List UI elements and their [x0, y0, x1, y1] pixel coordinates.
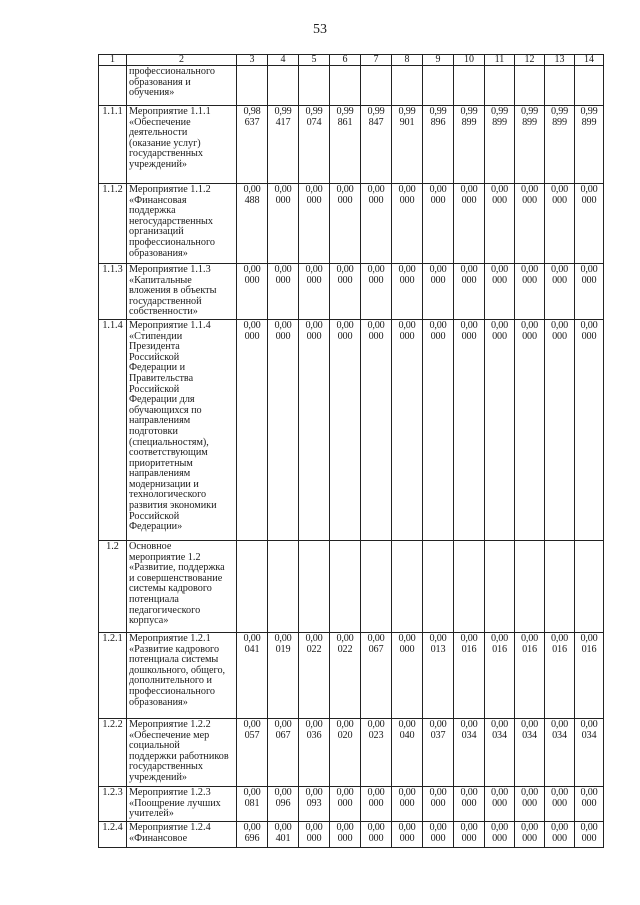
value-cell: 0,00 000	[361, 264, 392, 320]
value-cell: 0,99 899	[454, 106, 485, 184]
value-cell	[575, 540, 604, 632]
column-header: 4	[268, 55, 299, 66]
value-cell: 0,00 000	[392, 184, 423, 264]
table-row	[99, 540, 604, 632]
row-description	[127, 632, 237, 718]
value-cell: 0,00 000	[485, 264, 515, 320]
value-cell: 0,00 000	[545, 786, 575, 821]
description-line: учреждений»	[129, 158, 188, 170]
page-number: 53	[313, 22, 327, 37]
description-line: потенциала системы	[129, 654, 219, 666]
description-line: корпуса»	[129, 615, 169, 627]
value-cell	[237, 66, 268, 106]
column-header: 10	[454, 55, 485, 66]
value-cell	[545, 66, 575, 106]
value-cell: 0,00 000	[485, 821, 515, 847]
description-line: «Развитие кадрового	[129, 643, 220, 655]
row-description	[127, 319, 237, 540]
value-cell: 0,00 696	[237, 821, 268, 847]
description-line: негосударственных	[129, 215, 213, 227]
value-cell	[515, 540, 545, 632]
value-cell	[299, 66, 330, 106]
value-cell: 0,00 034	[485, 718, 515, 786]
description-line: «Стипендии	[129, 330, 183, 342]
value-cell: 0,00 401	[268, 821, 299, 847]
table-row	[99, 106, 604, 184]
description-line: обучающихся по	[129, 404, 202, 416]
column-header: 2	[127, 55, 237, 66]
column-header: 1	[99, 55, 127, 66]
description-line: государственных	[129, 761, 203, 773]
value-cell	[361, 66, 392, 106]
description-line: профессионального	[129, 236, 215, 248]
description-line: направлениям	[129, 415, 191, 427]
value-cell: 0,00 036	[299, 718, 330, 786]
value-cell: 0,00 000	[330, 184, 361, 264]
value-cell: 0,00 000	[485, 319, 515, 540]
value-cell	[485, 66, 515, 106]
value-cell: 0,00 000	[268, 319, 299, 540]
value-cell: 0,00 000	[423, 821, 454, 847]
description-line: учреждений»	[129, 771, 188, 783]
table-row	[99, 718, 604, 786]
value-cell: 0,99 899	[575, 106, 604, 184]
value-cell	[268, 66, 299, 106]
value-cell	[361, 540, 392, 632]
value-cell: 0,00 000	[423, 184, 454, 264]
value-cell: 0,00 000	[575, 319, 604, 540]
description-line: направлениям	[129, 468, 191, 480]
value-cell: 0,99 896	[423, 106, 454, 184]
value-cell: 0,00 081	[237, 786, 268, 821]
row-number: 1.2.2	[99, 718, 127, 786]
row-description	[127, 540, 237, 632]
description-line: поддержки работников	[129, 750, 229, 762]
value-cell: 0,00 000	[361, 821, 392, 847]
description-line: подготовки	[129, 425, 178, 437]
value-cell: 0,00 000	[575, 264, 604, 320]
value-cell: 0,00 000	[392, 821, 423, 847]
value-cell	[454, 66, 485, 106]
description-line: Федерации для	[129, 394, 195, 406]
column-header: 9	[423, 55, 454, 66]
description-line: Российской	[129, 510, 180, 522]
value-cell: 0,00 022	[330, 632, 361, 718]
description-line: дошкольного, общего,	[129, 664, 226, 676]
description-line: Федерации»	[129, 521, 183, 533]
description-line: социальной	[129, 740, 180, 752]
value-cell: 0,98 637	[237, 106, 268, 184]
value-cell	[392, 540, 423, 632]
row-number	[99, 66, 127, 106]
value-cell: 0,00 067	[268, 718, 299, 786]
value-cell: 0,00 016	[454, 632, 485, 718]
description-line: Российской	[129, 351, 180, 363]
description-line: «Развитие, поддержка	[129, 562, 225, 574]
value-cell: 0,00 000	[485, 786, 515, 821]
value-cell: 0,00 034	[454, 718, 485, 786]
value-cell: 0,00 000	[237, 319, 268, 540]
table-row	[99, 632, 604, 718]
value-cell: 0,00 020	[330, 718, 361, 786]
value-cell: 0,00 096	[268, 786, 299, 821]
description-line: (специальностям),	[129, 436, 209, 448]
description-line: потенциала	[129, 593, 179, 605]
value-cell	[454, 540, 485, 632]
description-line: Мероприятие 1.2.4	[129, 821, 211, 833]
description-line: обучения»	[129, 87, 175, 99]
column-header: 5	[299, 55, 330, 66]
value-cell	[545, 540, 575, 632]
value-cell	[268, 540, 299, 632]
description-line: государственной	[129, 295, 202, 307]
value-cell	[515, 66, 545, 106]
description-line: образования и	[129, 76, 191, 88]
value-cell: 0,99 899	[515, 106, 545, 184]
value-cell: 0,99 899	[545, 106, 575, 184]
value-cell: 0,00 000	[454, 786, 485, 821]
table-row	[99, 786, 604, 821]
description-line: «Обеспечение мер	[129, 729, 210, 741]
row-number: 1.2.4	[99, 821, 127, 847]
description-line: модернизации и	[129, 478, 199, 490]
value-cell	[392, 66, 423, 106]
value-cell: 0,00 000	[545, 319, 575, 540]
value-cell: 0,00 093	[299, 786, 330, 821]
value-cell: 0,00 000	[545, 821, 575, 847]
value-cell: 0,00 000	[392, 319, 423, 540]
value-cell: 0,00 000	[392, 264, 423, 320]
description-line: системы кадрового	[129, 583, 212, 595]
description-line: «Обеспечение	[129, 116, 191, 128]
value-cell: 0,00 000	[515, 264, 545, 320]
table-row	[99, 184, 604, 264]
description-line: вложения в объекты	[129, 285, 217, 297]
value-cell: 0,00 000	[268, 264, 299, 320]
value-cell: 0,00 000	[515, 184, 545, 264]
value-cell: 0,99 901	[392, 106, 423, 184]
value-cell: 0,00 016	[485, 632, 515, 718]
description-line: дополнительного и	[129, 675, 212, 687]
value-cell: 0,00 057	[237, 718, 268, 786]
description-line: мероприятие 1.2	[129, 551, 201, 563]
value-cell: 0,00 000	[299, 821, 330, 847]
value-cell: 0,00 000	[454, 821, 485, 847]
value-cell: 0,00 000	[423, 319, 454, 540]
value-cell: 0,00 034	[575, 718, 604, 786]
table-row	[99, 264, 604, 320]
column-header: 8	[392, 55, 423, 66]
value-cell: 0,00 000	[454, 184, 485, 264]
column-header: 14	[575, 55, 604, 66]
description-line: Федерации и	[129, 362, 186, 374]
value-cell: 0,00 000	[515, 786, 545, 821]
value-cell: 0,00 000	[515, 821, 545, 847]
value-cell	[423, 66, 454, 106]
column-header: 6	[330, 55, 361, 66]
description-line: Мероприятие 1.1.4	[129, 319, 211, 331]
value-cell: 0,00 037	[423, 718, 454, 786]
table-row	[99, 821, 604, 847]
description-line: «Поощрение лучших	[129, 797, 221, 809]
value-cell: 0,00 000	[299, 264, 330, 320]
row-description	[127, 184, 237, 264]
row-description	[127, 106, 237, 184]
description-line: Мероприятие 1.2.3	[129, 786, 211, 798]
description-line: «Финансовая	[129, 194, 187, 206]
description-line: профессионального	[129, 685, 215, 697]
value-cell: 0,99 899	[485, 106, 515, 184]
description-line: Российской	[129, 383, 180, 395]
value-cell	[299, 540, 330, 632]
description-line: поддержка	[129, 205, 176, 217]
description-line: «Капитальные	[129, 274, 192, 286]
column-header: 12	[515, 55, 545, 66]
value-cell: 0,00 013	[423, 632, 454, 718]
description-line: учителей»	[129, 808, 174, 820]
description-line: профессионального	[129, 66, 215, 77]
value-cell: 0,00 000	[361, 319, 392, 540]
row-number: 1.1.4	[99, 319, 127, 540]
description-line: Мероприятие 1.1.2	[129, 184, 211, 195]
column-header: 13	[545, 55, 575, 66]
row-description	[127, 66, 237, 106]
value-cell: 0,00 000	[575, 821, 604, 847]
value-cell: 0,00 016	[515, 632, 545, 718]
row-description	[127, 821, 237, 847]
value-cell: 0,00 000	[545, 264, 575, 320]
row-number: 1.1.1	[99, 106, 127, 184]
value-cell: 0,00 000	[237, 264, 268, 320]
description-line: государственных	[129, 148, 203, 160]
description-line: Мероприятие 1.1.1	[129, 106, 211, 117]
row-number: 1.2.1	[99, 632, 127, 718]
value-cell: 0,00 000	[330, 786, 361, 821]
row-description	[127, 786, 237, 821]
value-cell: 0,99 074	[299, 106, 330, 184]
value-cell: 0,00 000	[392, 786, 423, 821]
value-cell: 0,00 023	[361, 718, 392, 786]
value-cell	[575, 66, 604, 106]
table-row	[99, 66, 604, 106]
value-cell: 0,00 000	[361, 786, 392, 821]
value-cell: 0,00 000	[423, 786, 454, 821]
description-line: образования»	[129, 247, 188, 259]
column-header: 7	[361, 55, 392, 66]
description-line: Правительства	[129, 372, 194, 384]
description-line: «Финансовое	[129, 832, 188, 844]
value-cell: 0,00 488	[237, 184, 268, 264]
value-cell: 0,00 000	[330, 319, 361, 540]
value-cell: 0,00 034	[545, 718, 575, 786]
value-cell: 0,00 000	[299, 184, 330, 264]
value-cell: 0,00 067	[361, 632, 392, 718]
description-line: Президента	[129, 341, 180, 353]
value-cell	[237, 540, 268, 632]
value-cell	[330, 540, 361, 632]
value-cell: 0,00 000	[454, 319, 485, 540]
value-cell: 0,00 034	[515, 718, 545, 786]
value-cell: 0,00 000	[454, 264, 485, 320]
value-cell	[423, 540, 454, 632]
value-cell: 0,00 016	[545, 632, 575, 718]
value-cell: 0,00 000	[330, 821, 361, 847]
column-header: 3	[237, 55, 268, 66]
value-cell: 0,00 016	[575, 632, 604, 718]
row-number: 1.1.3	[99, 264, 127, 320]
description-line: Мероприятие 1.2.2	[129, 718, 211, 730]
value-cell: 0,99 417	[268, 106, 299, 184]
row-number: 1.2	[99, 540, 127, 632]
description-line: и совершенствование	[129, 572, 223, 584]
value-cell: 0,00 041	[237, 632, 268, 718]
value-cell: 0,00 000	[268, 184, 299, 264]
description-line: (оказание услуг)	[129, 137, 201, 149]
row-description	[127, 718, 237, 786]
row-number: 1.2.3	[99, 786, 127, 821]
value-cell: 0,00 000	[485, 184, 515, 264]
value-cell	[330, 66, 361, 106]
description-line: соответствующим	[129, 447, 208, 459]
table-row	[99, 319, 604, 540]
value-cell: 0,00 000	[299, 319, 330, 540]
description-line: технологического	[129, 489, 207, 501]
value-cell: 0,00 040	[392, 718, 423, 786]
program-table	[98, 54, 604, 848]
column-header-row	[99, 55, 604, 66]
value-cell: 0,00 000	[575, 184, 604, 264]
value-cell: 0,00 000	[515, 319, 545, 540]
value-cell: 0,00 000	[392, 632, 423, 718]
value-cell: 0,00 022	[299, 632, 330, 718]
value-cell: 0,00 000	[545, 184, 575, 264]
row-number: 1.1.2	[99, 184, 127, 264]
description-line: приоритетным	[129, 457, 193, 469]
value-cell: 0,00 000	[330, 264, 361, 320]
description-line: педагогического	[129, 604, 201, 616]
description-line: Основное	[129, 540, 172, 552]
value-cell: 0,00 000	[423, 264, 454, 320]
description-line: Мероприятие 1.2.1	[129, 632, 211, 644]
value-cell: 0,00 000	[575, 786, 604, 821]
value-cell	[485, 540, 515, 632]
description-line: Мероприятие 1.1.3	[129, 264, 211, 275]
description-line: организаций	[129, 226, 184, 238]
row-description	[127, 264, 237, 320]
value-cell: 0,99 861	[330, 106, 361, 184]
column-header: 11	[485, 55, 515, 66]
value-cell: 0,99 847	[361, 106, 392, 184]
value-cell: 0,00 000	[361, 184, 392, 264]
description-line: деятельности	[129, 127, 188, 139]
description-line: собственности»	[129, 306, 198, 318]
description-line: развития экономики	[129, 500, 217, 512]
description-line: образования»	[129, 696, 188, 708]
value-cell: 0,00 019	[268, 632, 299, 718]
